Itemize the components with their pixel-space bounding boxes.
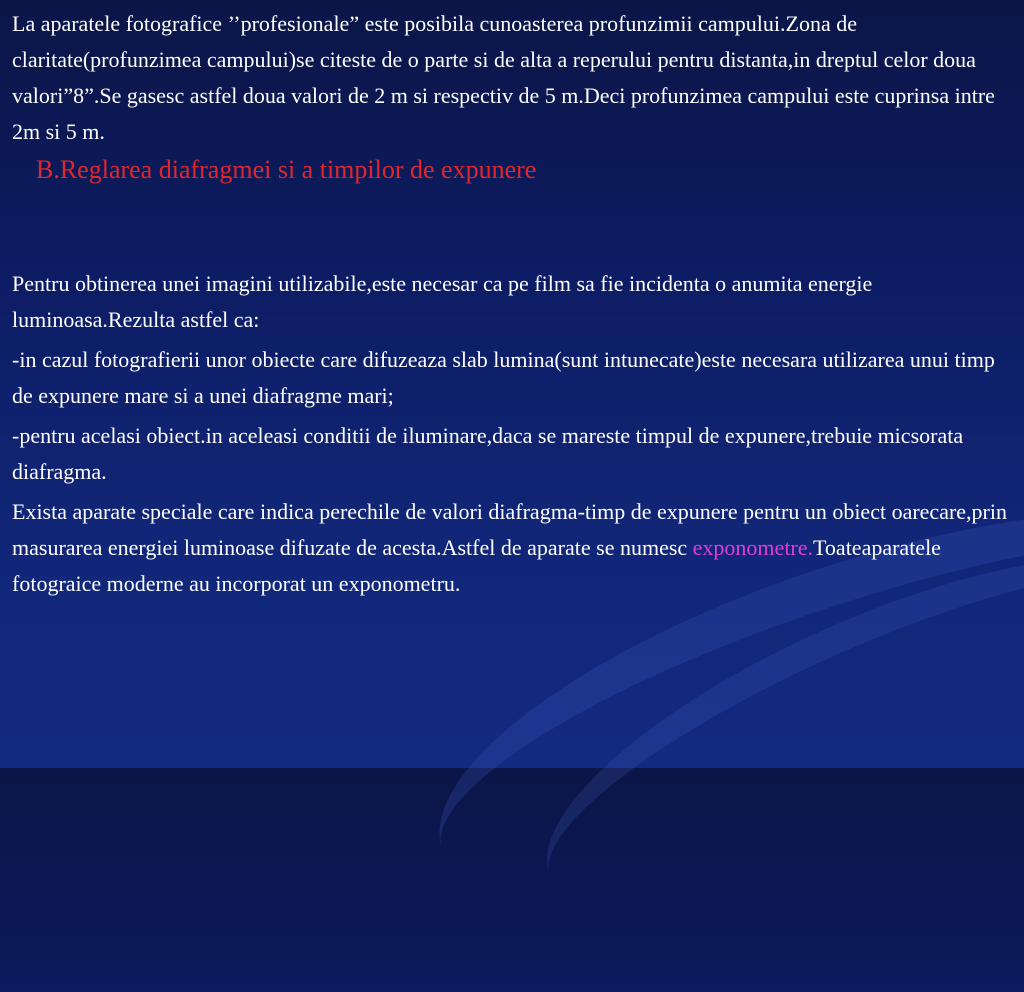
paragraph-energy: Pentru obtinerea unei imagini utilizabile,este necesar ca pe film sa fie incidenta o anumita energie luminoasa.Rezulta astfel ca: [12, 271, 873, 332]
intro-paragraph: La aparatele fotografice ’’profesionale” este posibila cunoasterea profunzimii campului.Zona de claritate(profunzimea campului)se citeste de o parte si de alta a reperului pentru distanta,in dreptul celor doua valori”8”.Se gasesc astfel doua valori de 2 m si respectiv de 5 m.Deci profunzimea campului este cuprinsa intre 2m si 5 m. [12, 11, 995, 144]
paragraph-exponometer [12, 494, 1012, 602]
paragraph-exponometer-text: Exista aparate speciale care indica perechile de valori diafragma-timp de expunere pentru un obiect oarecare,prin masurarea energiei luminoase difuzate de acesta.Astfel de aparate se numesc [12, 499, 1007, 560]
bullet-dark-objects: -in cazul fotografierii unor obiecte care difuzeaza slab lumina(sunt intunecate)este necesara utilizarea unui timp de expunere mare si a unei diafragme mari; [12, 347, 995, 408]
paragraph-exponometer-end: Toateaparatele fotograice moderne au incorporat un exponometru. [12, 535, 941, 596]
exponometre-highlight: exponometre. [692, 535, 814, 560]
bullet-same-object: -pentru acelasi obiect.in aceleasi conditii de iluminare,daca se mareste timpul de expunere,trebuie micsorata diafragma. [12, 423, 964, 484]
slide-content [12, 6, 1012, 606]
spacer [12, 188, 1012, 266]
section-heading: B.Reglarea diafragmei si a timpilor de expunere [36, 155, 537, 184]
